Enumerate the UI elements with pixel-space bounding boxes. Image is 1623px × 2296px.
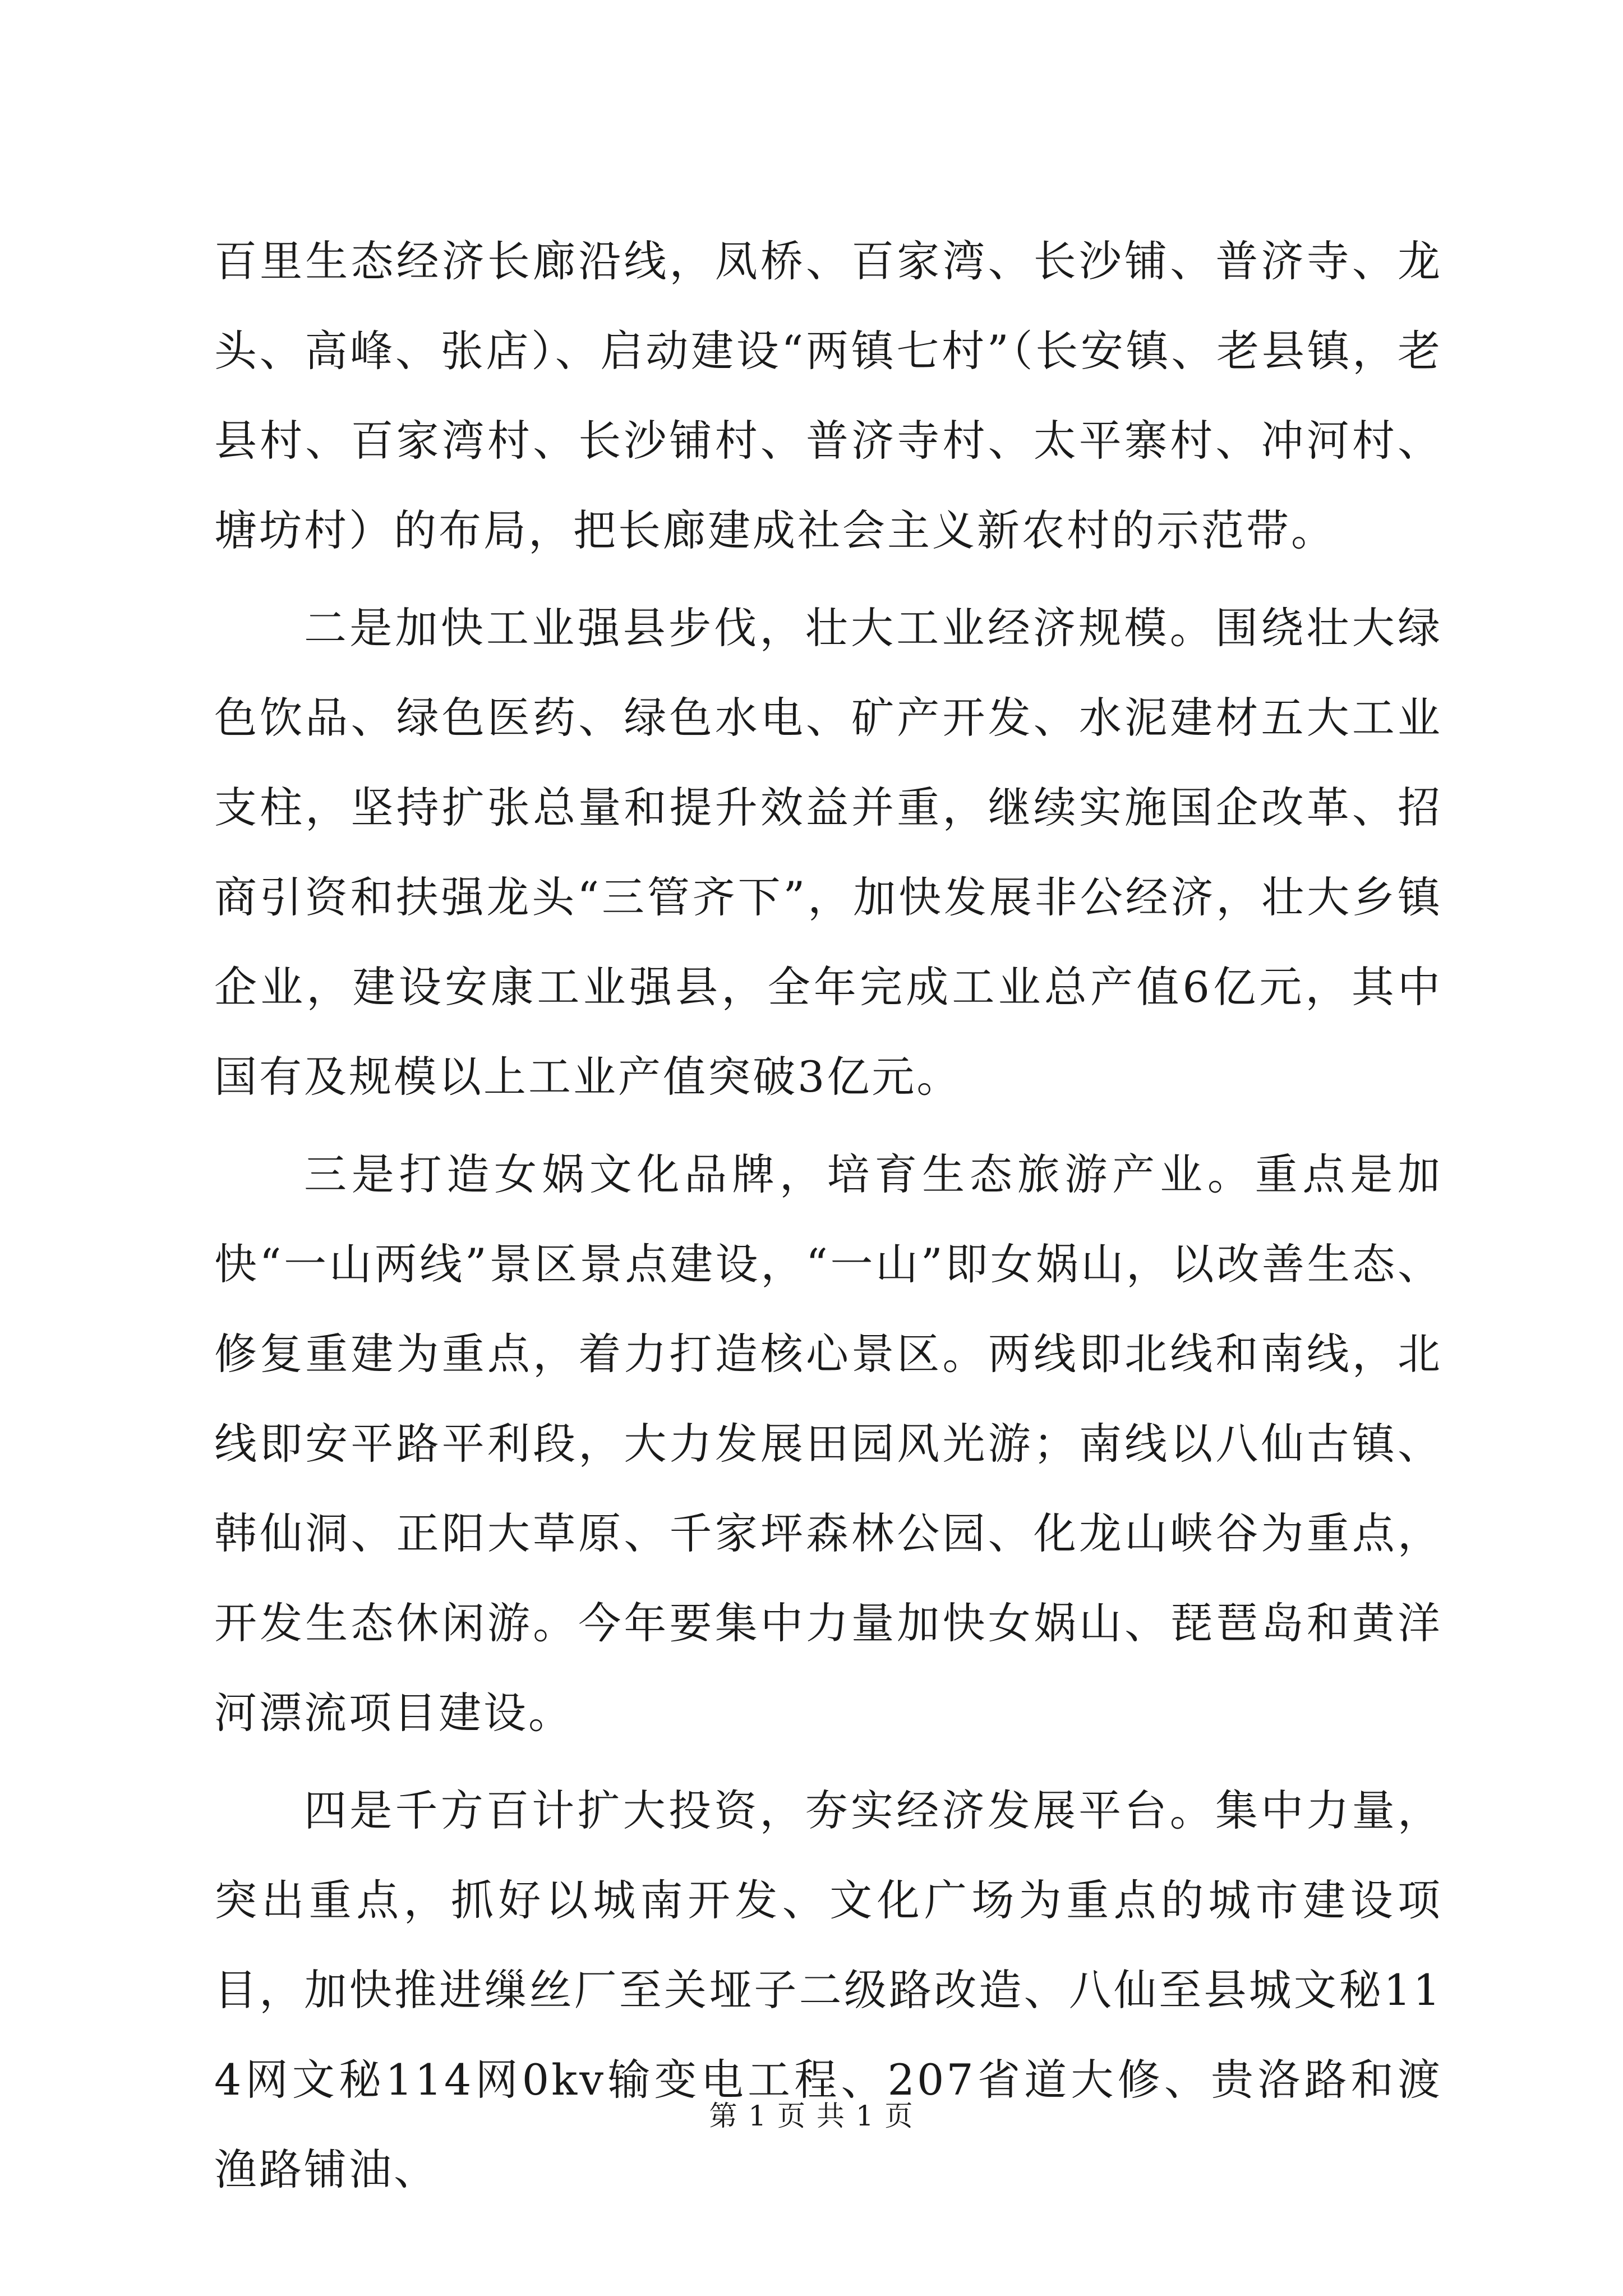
- page-footer: [0, 2099, 1623, 2133]
- page-number-label: 第 1 页 共 1 页: [709, 2100, 914, 2132]
- paragraph-3: 三是打造女娲文化品牌，培育生态旅游产业。重点是加快“一山两线”景区景点建设，“一山”即女娲山，以改善生态、修复重建为重点，着力打造核心景区。两线即北线和南线，北线即安平路平利段，大力发展田园风光游；南线以八仙古镇、韩仙洞、正阳大草原、千家坪森林公园、化龙山峡谷为重点，开发生态休闲游。今年要集中力量加快女娲山、琵琶岛和黄洋河漂流项目建设。: [214, 1149, 1442, 1738]
- paragraph-2: 二是加快工业强县步伐，壮大工业经济规模。围绕壮大绿色饮品、绿色医药、绿色水电、矿产开发、水泥建材五大工业支柱，坚持扩张总量和提升效益并重，继续实施国企改革、招商引资和扶强龙头“三管齐下”，加快发展非公经济，壮大乡镇企业，建设安康工业强县，全年完成工业总产值6亿元，其中国有及规模以上工业产值突破3亿元。: [214, 603, 1442, 1102]
- paragraph-4: 四是千方百计扩大投资，夯实经济发展平台。集中力量，突出重点，抓好以城南开发、文化广场为重点的城市建设项目，加快推进缫丝厂至关垭子二级路改造、八仙至县城文秘114网文秘114网0kv输变电工程、207省道大修、贵洛路和渡渔路铺油、: [214, 1786, 1442, 2194]
- document-body: [214, 217, 1442, 2215]
- paragraph-1: 百里生态经济长廊沿线，凤桥、百家湾、长沙铺、普济寺、龙头、高峰、张店）、启动建设“两镇七村”（长安镇、老县镇，老县村、百家湾村、长沙铺村、普济寺村、太平寨村、冲河村、塘坊村）的布局，把长廊建成社会主义新农村的示范带。: [214, 236, 1442, 555]
